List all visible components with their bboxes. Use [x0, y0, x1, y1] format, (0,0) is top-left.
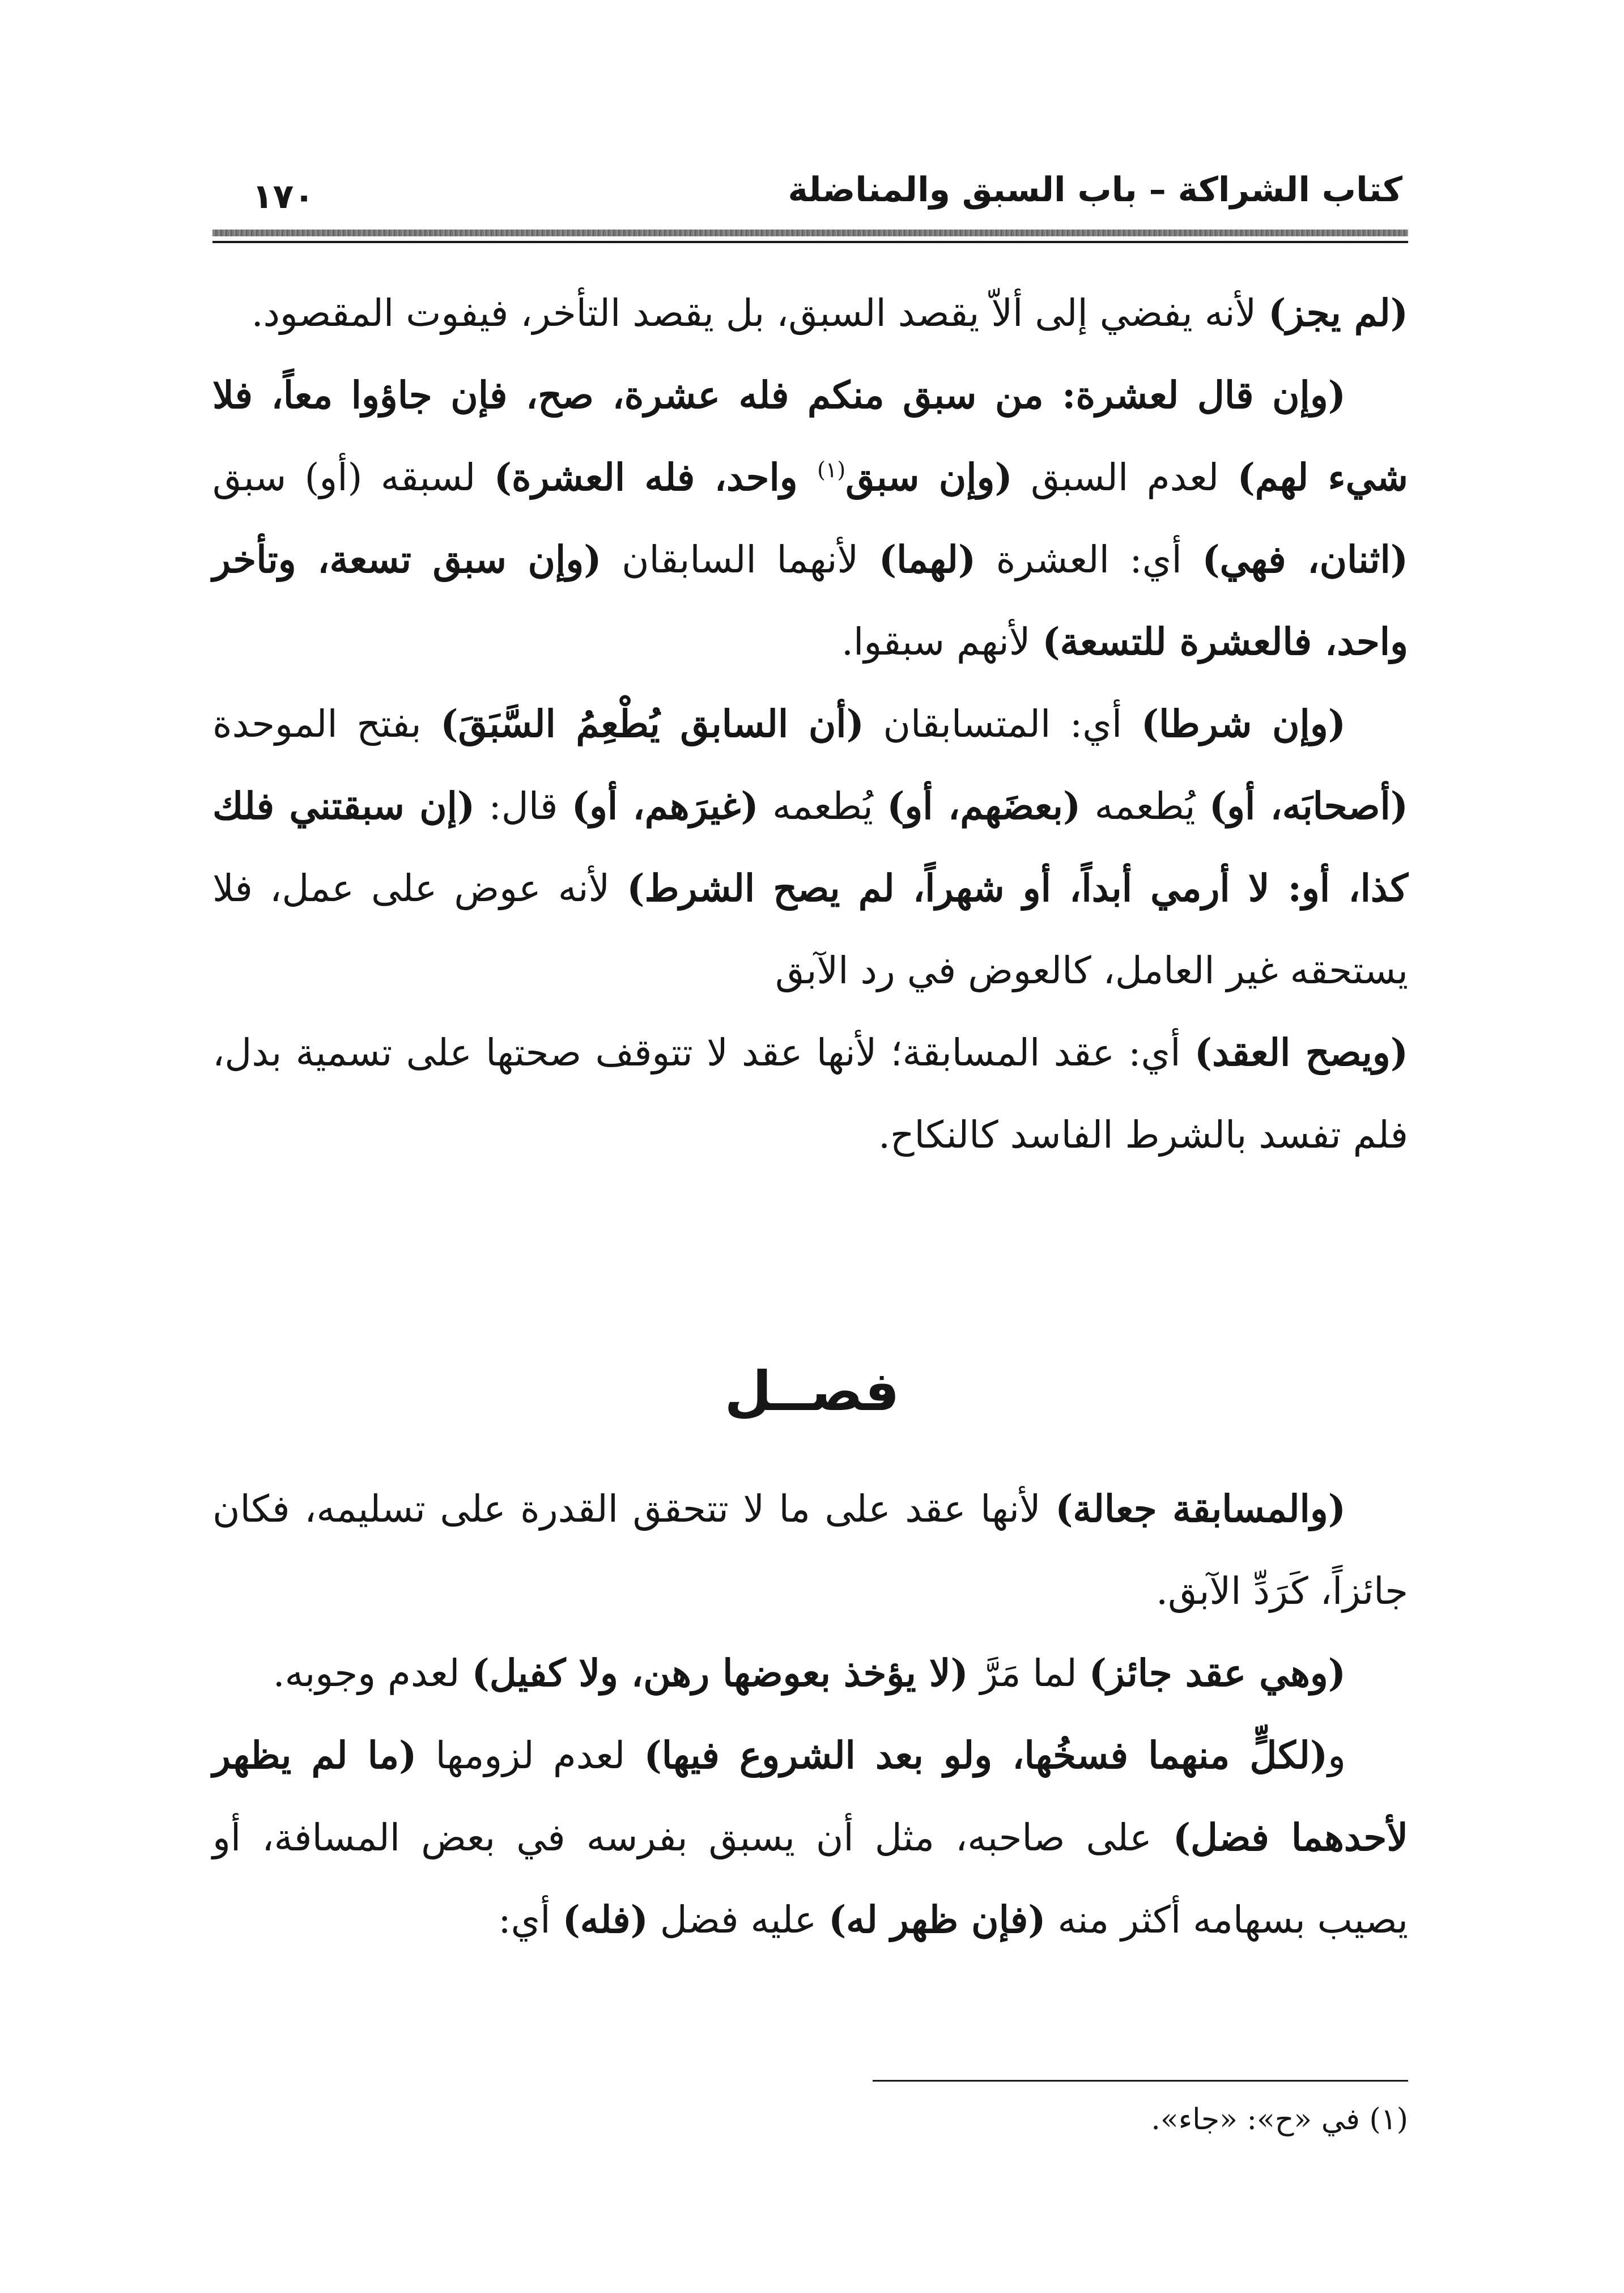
sharh-text: و: [1328, 1734, 1346, 1777]
footnote: (١) في «ح»: «جاء».: [1151, 2103, 1408, 2137]
matn-text: (غيرَهم، أو): [571, 784, 759, 828]
sharh-text: عليه فضل: [648, 1898, 829, 1942]
matn-text: (ما لم يظهر لأحدهما فضل): [212, 1733, 1408, 1859]
paragraph: [212, 272, 1408, 354]
sharh-text: لأنهم سبقوا.: [841, 620, 1043, 664]
paragraph: [212, 1468, 1408, 1632]
sharh-text: لأنها عقد على ما لا تتحقق القدرة على تسليمه، فكان جائزاً، كَرَدِّ الآبق.: [212, 1487, 1408, 1613]
matn-text: (أصحابَه، أو): [1209, 784, 1409, 828]
paragraph: [212, 1632, 1408, 1714]
sharh-text: أي: العشرة: [976, 538, 1202, 581]
sharh-text: لسبقه: [362, 456, 494, 499]
matn-text: (إن سبقتني فلك كذا، أو: لا أرمي أبداً، أو شهراً، لم يصح الشرط): [212, 784, 1408, 910]
matn-text: (لا يؤخذ بعوضها رهن، ولا كفيل): [471, 1651, 968, 1695]
sharh-text: لأنهما السابقان: [601, 538, 879, 581]
footnote-reference: (١): [817, 457, 846, 482]
matn-text: (اثنان، فهي): [1202, 537, 1409, 581]
sharh-text: لما مَرَّ: [968, 1651, 1089, 1695]
sharh-text: لعدم السبق: [1012, 456, 1238, 499]
main-text-before-section: [212, 272, 1408, 1176]
matn-text: (لكلٍّ منهما فسخُها، ولو بعد الشروع فيها): [644, 1733, 1328, 1777]
paragraph: [212, 1714, 1408, 1961]
sharh-text: (أو): [304, 456, 363, 499]
sharh-text: بفتح الموحدة: [212, 702, 441, 746]
sharh-text: يُطعمه: [1081, 784, 1209, 828]
paragraph: [212, 683, 1408, 1012]
paragraph: [212, 1012, 1408, 1176]
sharh-text: لأنه عوض على عمل، فلا يستحقه غير العامل، كالعوض في رد الآبق: [212, 867, 1408, 992]
matn-text: (وهي عقد جائز): [1089, 1651, 1346, 1695]
matn-text: (لهما): [878, 537, 976, 581]
matn-text: (وإن شرطا): [1141, 702, 1346, 746]
sharh-text: على صاحبه، مثل أن يسبق بفرسه في بعض المسافة، أو يصيب بسهامه أكثر منه: [212, 1816, 1408, 1942]
sharh-text: لعدم وجوبه.: [273, 1651, 472, 1695]
sharh-text: لعدم لزومها: [416, 1734, 644, 1777]
matn-text: (أن السابق يُطْعِمُ السَّبَقَ): [440, 702, 864, 746]
matn-text: (والمسابقة جعالة): [1055, 1487, 1346, 1531]
matn-text: واحد، فله العشرة): [494, 455, 818, 499]
matn-text: (لم يجز): [1268, 291, 1408, 335]
sharh-text: أي:: [498, 1898, 563, 1942]
main-text-after-section: [212, 1468, 1408, 1961]
header-divider-line: [212, 241, 1408, 243]
header-divider: [212, 230, 1408, 236]
page-header: [212, 164, 1408, 221]
paragraph: [212, 354, 1408, 683]
matn-text: (بعضَهم، أو): [887, 784, 1081, 828]
sharh-text: لأنه يفضي إلى ألاّ يقصد السبق، بل يقصد التأخر، فيفوت المقصود.: [251, 291, 1269, 335]
matn-text: (فله): [562, 1897, 648, 1942]
page-number: ١٧٠: [252, 177, 314, 216]
matn-text: (ويصح العقد): [1194, 1030, 1408, 1075]
matn-text: (فإن ظهر له): [828, 1897, 1046, 1942]
sharh-text: أي: المتسابقان: [864, 702, 1141, 746]
matn-text: (وإن سبق: [845, 455, 1013, 499]
section-heading: فصــل: [724, 1360, 900, 1423]
sharh-text: يُطعمه: [758, 784, 887, 828]
running-title: كتاب الشراكة – باب السبق والمناضلة: [788, 170, 1402, 210]
matn-text: (وإن سبق تسعة، وتأخر واحد، فالعشرة للتسعة): [212, 537, 1408, 664]
footnote-divider: [873, 2080, 1408, 2082]
sharh-text: قال:: [475, 784, 572, 828]
sharh-text: سبق: [212, 456, 305, 499]
sharh-text: أي: عقد المسابقة؛ لأنها عقد لا تتوقف صحتها على تسمية بدل، فلم تفسد بالشرط الفاسد كالنكاح.: [212, 1031, 1408, 1157]
matn-text: (وإن قال لعشرة: من سبق منكم فله عشرة، صح، فإن جاؤوا معاً، فلا شيء لهم): [212, 373, 1408, 499]
